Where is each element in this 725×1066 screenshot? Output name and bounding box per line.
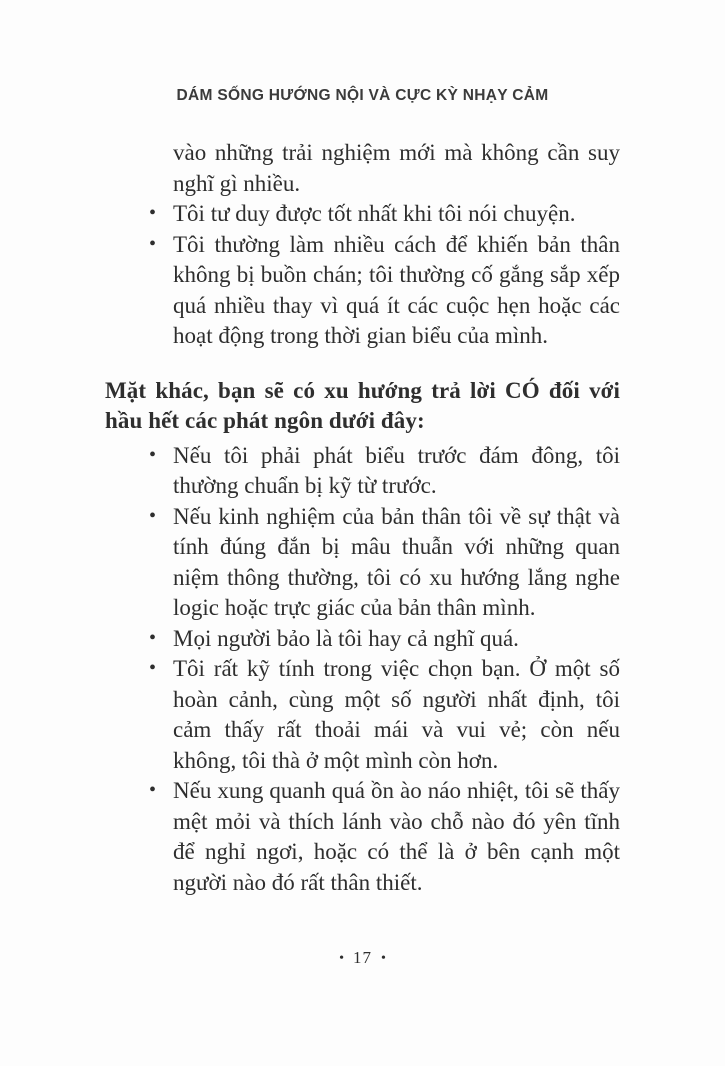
list-item: • Nếu tôi phải phát biểu trước đám đông, tôi thường chuẩn bị kỹ từ trước. <box>105 441 620 502</box>
list-item: • Mọi người bảo là tôi hay cả nghĩ quá. <box>105 624 620 655</box>
lead-paragraph: Mặt khác, bạn sẽ có xu hướng trả lời CÓ đối với hầu hết các phát ngôn dưới đây: <box>105 377 620 433</box>
running-header: DÁM SỐNG HƯỚNG NỘI VÀ CỰC KỲ NHẠY CẢM <box>176 87 549 104</box>
page-footer <box>0 948 725 968</box>
page-number: 17 <box>353 948 372 967</box>
list-item: • Tôi tư duy được tốt nhất khi tôi nói chuyện. <box>105 199 620 230</box>
list-item: • Nếu kinh nghiệm của bản thân tôi về sự thật và tính đúng đắn bị mâu thuẫn với những quan niệm thông thường, tôi có xu hướng lắng nghe logic hoặc trực giác của bản thân mình. <box>105 502 620 624</box>
bullet-list-yes-answers <box>105 441 620 899</box>
page-body <box>105 138 620 898</box>
list-item: • Nếu xung quanh quá ồn ào náo nhiệt, tôi sẽ thấy mệt mỏi và thích lánh vào chỗ nào đó yên tĩnh để nghỉ ngơi, hoặc có thể là ở bên cạnh một người nào đó rất thân thiết. <box>105 776 620 898</box>
footer-dot-left: • <box>339 951 344 966</box>
footer-dot-right: • <box>381 951 386 966</box>
bullet-list-no-answers <box>105 199 620 352</box>
continuation-paragraph: vào những trải nghiệm mới mà không cần suy nghĩ gì nhiều. <box>173 140 620 196</box>
list-item: • Tôi thường làm nhiều cách để khiến bản thân không bị buồn chán; tôi thường cố gắng sắp xếp quá nhiều thay vì quá ít các cuộc hẹn hoặc các hoạt động trong thời gian biểu của mình. <box>105 230 620 352</box>
list-item: • Tôi rất kỹ tính trong việc chọn bạn. Ở một số hoàn cảnh, cùng một số người nhất định, tôi cảm thấy rất thoải mái và vui vẻ; còn nếu không, tôi thà ở một mình còn hơn. <box>105 654 620 776</box>
